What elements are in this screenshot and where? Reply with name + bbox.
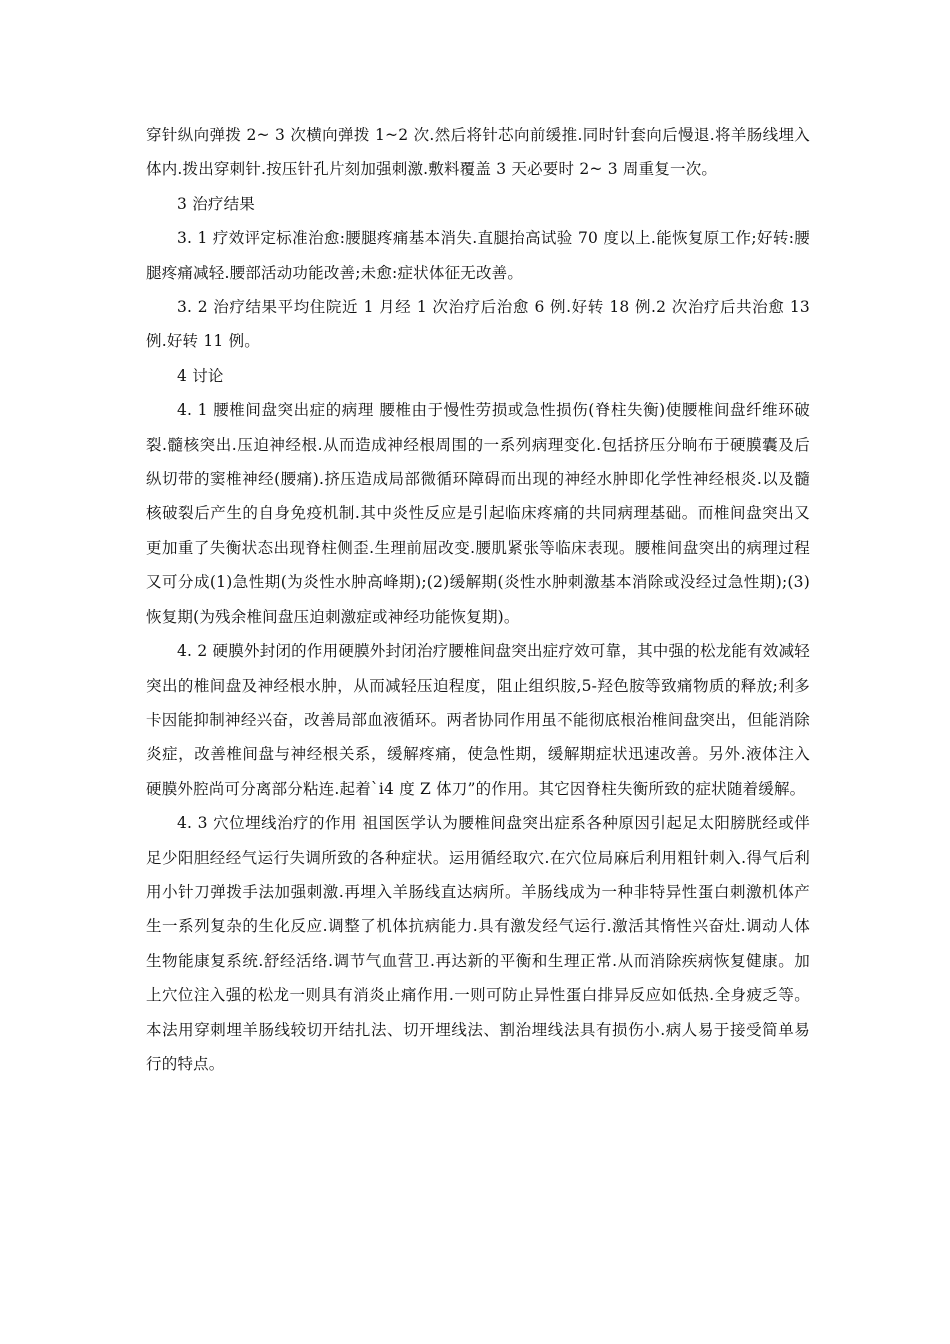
- paragraph-4-3-acupoint-catgut: 4. 3 穴位埋线治疗的作用 祖国医学认为腰椎间盘突出症系各种原因引起足太阳膀胱经或伴足少阳胆经经气运行失调所致的各种症状。运用循经取穴.在穴位局麻后利用粗针刺入.得气后利用小针刀弹拨手法加强刺激.再埋入羊肠线直达病所。羊肠线成为一种非特异性蛋白刺激机体产生一系列复杂的生化反应.调整了机体抗病能力.具有激发经气运行.激活其惰性兴奋灶.调动人体生物能康复系统.舒经活络.调节气血营卫.再达新的平衡和生理正常.从而消除疾病恢复健康。加上穴位注入强的松龙一则具有消炎止痛作用.一则可防止异性蛋白排异反应如低热.全身疲乏等。本法用穿刺埋羊肠线较切开结扎法、切开埋线法、割治埋线法具有损伤小.病人易于接受简单易行的特点。: [146, 814, 810, 1073]
- document-body: [146, 118, 810, 1081]
- paragraph-4-2-epidural-block: 4. 2 硬膜外封闭的作用硬膜外封闭治疗腰椎间盘突出症疗效可靠，其中强的松龙能有效减轻突出的椎间盘及神经根水肿，从而减轻压迫程度，阻止组织胺,5-羟色胺等致痛物质的释放;利多卡因能抑制神经兴奋，改善局部血液循环。两者协同作用虽不能彻底根治椎间盘突出，但能消除炎症，改善椎间盘与神经根关系，缓解疼痛，使急性期，缓解期症状迅速改善。另外.液体注入硬膜外腔尚可分离部分粘连.起着`i4 度 Z 体刀”的作用。其它因脊柱失衡所致的症状随着缓解。: [146, 642, 810, 798]
- paragraph-3-2-treatment-results: 3. 2 治疗结果平均住院近 1 月经 1 次治疗后治愈 6 例.好转 18 例.2 次治疗后共治愈 13 例.好转 11 例。: [146, 298, 810, 351]
- paragraph-continuation: 穿针纵向弹拨 2~ 3 次横向弹拨 1~2 次.然后将针芯向前缓推.同时针套向后慢退.将羊肠线埋入体内.拨出穿刺针.按压针孔片刻加强刺激.敷料覆盖 3 天必要时 2~ 3 周重复一次。: [146, 126, 810, 179]
- section-heading-discussion: 4 讨论: [177, 366, 224, 385]
- paragraph-4-1-pathology: 4. 1 腰椎间盘突出症的病理 腰椎由于慢性劳损或急性损伤(脊柱失衡)使腰椎间盘纤维环破裂.髓核突出.压迫神经根.从而造成神经根周围的一系列病理变化.包括挤压分晌布于硬膜囊及后纵切带的窦椎神经(腰痛).挤压造成局部微循环障碍而出现的神经水肿即化学性神经根炎.以及髓核破裂后产生的自身免疫机制.其中炎性反应是引起临床疼痛的共同病理基础。而椎间盘突出又更加重了失衡状态出现脊柱侧歪.生理前屈改变.腰肌紧张等临床表现。腰椎间盘突出的病理过程又可分成(1)急性期(为炎性水肿高峰期);(2)缓解期(炎性水肿刺激基本消除或没经过急性期);(3)恢复期(为残余椎间盘压迫刺激症或神经功能恢复期)。: [146, 401, 810, 626]
- section-heading-treatment-results: 3 治疗结果: [177, 194, 255, 213]
- paragraph-3-1-efficacy-criteria: 3. 1 疗效评定标准治愈:腰腿疼痛基本消失.直腿抬高试验 70 度以上.能恢复原工作;好转:腰腿疼痛减轻.腰部活动功能改善;未愈:症状体征无改善。: [146, 229, 810, 282]
